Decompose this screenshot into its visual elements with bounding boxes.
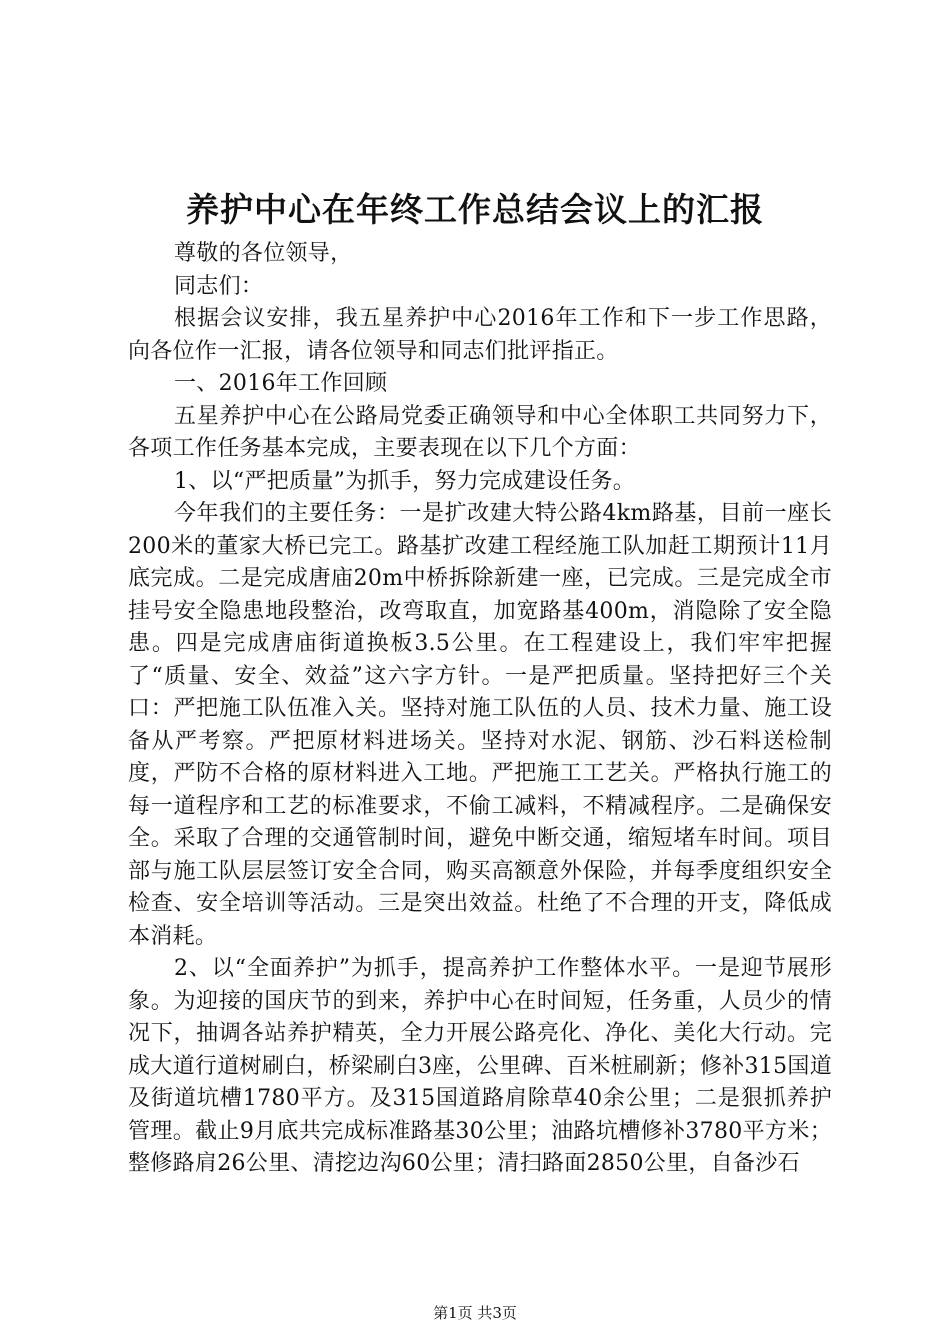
overview-paragraph: 五星养护中心在公路局党委正确领导和中心全体职工共同努力下，各项工作任务基本完成，主要表现在以下几个方面： xyxy=(128,403,832,461)
document-body xyxy=(128,238,832,1181)
construction-paragraph: 今年我们的主要任务：一是扩改建大特公路4km路基，目前一座长200米的董家大桥已完工。路基扩改建工程经施工队加赶工期预计11月底完成。二是完成唐庙20m中桥拆除新建一座，已完成。三是完成全市挂号安全隐患地段整治，改弯取直，加宽路基400m，消隐除了安全隐患。四是完成唐庙街道换板3.5公里。在工程建设上，我们牢牢把握了“质量、安全、效益”这六字方针。一是严把质量。坚持把好三个关口：严把施工队伍准入关。坚持对施工队伍的人员、技术力量、施工设备从严考察。严把原材料进场关。坚持对水泥、钢筋、沙石料送检制度，严防不合格的原材料进入工地。严把施工工艺关。严格执行施工的每一道程序和工艺的标准要求，不偷工减料，不精减程序。二是确保安全。采取了合理的交通管制时间，避免中断交通，缩短堵车时间。项目部与施工队层层签订安全合同，购买高额意外保险，并每季度组织安全检查、安全培训等活动。三是突出效益。杜绝了不合理的开支，降低成本消耗。 xyxy=(128,501,832,949)
intro-paragraph: 根据会议安排，我五星养护中心2016年工作和下一步工作思路，向各位作一汇报，请各位领导和同志们批评指正。 xyxy=(128,306,832,364)
page-footer: 第1页 共3页 xyxy=(433,1304,517,1322)
salutation-line: 同志们： xyxy=(174,273,264,299)
section-heading: 一、2016年工作回顾 xyxy=(174,371,388,396)
document-title: 养护中心在年终工作总结会议上的汇报 xyxy=(186,190,764,229)
maintenance-paragraph: 2、以“全面养护”为抓手，提高养护工作整体水平。一是迎节展形象。为迎接的国庆节的到来，养护中心在时间短，任务重，人员少的情况下，抽调各站养护精英，全力开展公路亮化、净化、美化大行动。完成大道行道树刷白，桥梁刷白3座，公里碑、百米桩刷新；修补315国道及街道坑槽1780平方。及315国道路肩除草40余公里；二是狠抓养护管理。截止9月底共完成标准路基30公里；油路坑槽修补3780平方米；整修路肩26公里、清挖边沟60公里；清扫路面2850公里，自备沙石 xyxy=(128,956,832,1176)
subsection-heading-1: 1、以“严把质量”为抓手，努力完成建设任务。 xyxy=(174,468,636,494)
greeting-line: 尊敬的各位领导， xyxy=(174,241,353,266)
